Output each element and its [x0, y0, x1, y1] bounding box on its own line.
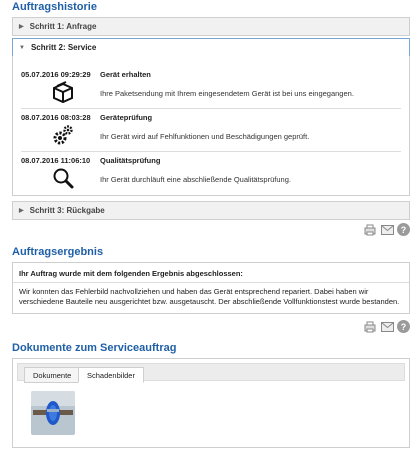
result-toolbar	[363, 320, 410, 333]
entry-desc: Ihre Paketsendung mit Ihrem eingesendetem Gerät ist bei uns eingegangen.	[100, 89, 354, 98]
entry-date: 08.07.2016 11:06:10	[21, 156, 91, 165]
damage-image-thumbnail[interactable]	[31, 391, 75, 435]
documents-title: Dokumente zum Serviceauftrag	[12, 342, 177, 354]
entry-desc: Ihr Gerät wird auf Fehlfunktionen und Beschädigungen geprüft.	[100, 132, 310, 141]
print-icon[interactable]	[363, 224, 377, 236]
entry-title: Geräteprüfung	[100, 113, 153, 122]
documents-box	[12, 358, 410, 448]
print-icon[interactable]	[363, 321, 377, 333]
accordion-step-1[interactable]	[12, 17, 410, 36]
divider	[21, 108, 401, 109]
history-title: Auftragshistorie	[12, 1, 97, 13]
chevron-down-icon: ▼	[19, 44, 25, 51]
history-entry	[21, 113, 401, 149]
accordion-step-3[interactable]	[12, 201, 410, 220]
result-text: Wir konnten das Fehlerbild nachvollziehen und haben das Gerät entsprechend repariert. Dabei haben wir verschiedene Bauteile neu ausgerichtet bzw. ausgetauscht. Der abschließende Vollfunktionstest wurde bestanden.	[19, 287, 400, 306]
divider	[13, 282, 409, 283]
entry-desc: Ihr Gerät durchläuft eine abschließende Qualitätsprüfung.	[100, 175, 291, 184]
accordion-step-3-label: Schritt 3: Rückgabe	[29, 206, 105, 215]
result-heading: Ihr Auftrag wurde mit dem folgenden Ergebnis abgeschlossen:	[19, 269, 243, 278]
result-box	[12, 262, 410, 314]
mail-icon[interactable]	[380, 321, 394, 333]
entry-title: Qualitätsprüfung	[100, 156, 161, 165]
chevron-right-icon: ▶	[19, 24, 24, 30]
history-entry	[21, 156, 401, 192]
accordion-step-1-label: Schritt 1: Anfrage	[29, 22, 97, 31]
history-toolbar	[363, 223, 410, 236]
chevron-right-icon: ▶	[19, 208, 24, 214]
mail-icon[interactable]	[380, 224, 394, 236]
help-icon[interactable]: ?	[397, 223, 410, 236]
divider	[21, 151, 401, 152]
tab-schadenbilder[interactable]: Schadenbilder	[78, 367, 144, 383]
help-icon[interactable]: ?	[397, 320, 410, 333]
accordion-step-2[interactable]	[12, 38, 410, 57]
result-title: Auftragsergebnis	[12, 246, 104, 258]
entry-date: 05.07.2016 09:29:29	[21, 70, 91, 79]
tab-dokumente[interactable]: Dokumente	[24, 367, 80, 383]
entry-date: 08.07.2016 08:03:28	[21, 113, 91, 122]
gears-icon	[51, 123, 75, 147]
documents-tabs	[17, 363, 405, 381]
magnifier-icon	[51, 166, 75, 190]
history-entry	[21, 70, 401, 106]
entry-title: Gerät erhalten	[100, 70, 151, 79]
package-icon	[51, 80, 75, 104]
step-2-panel	[12, 56, 410, 196]
accordion-step-2-label: Schritt 2: Service	[30, 43, 97, 52]
